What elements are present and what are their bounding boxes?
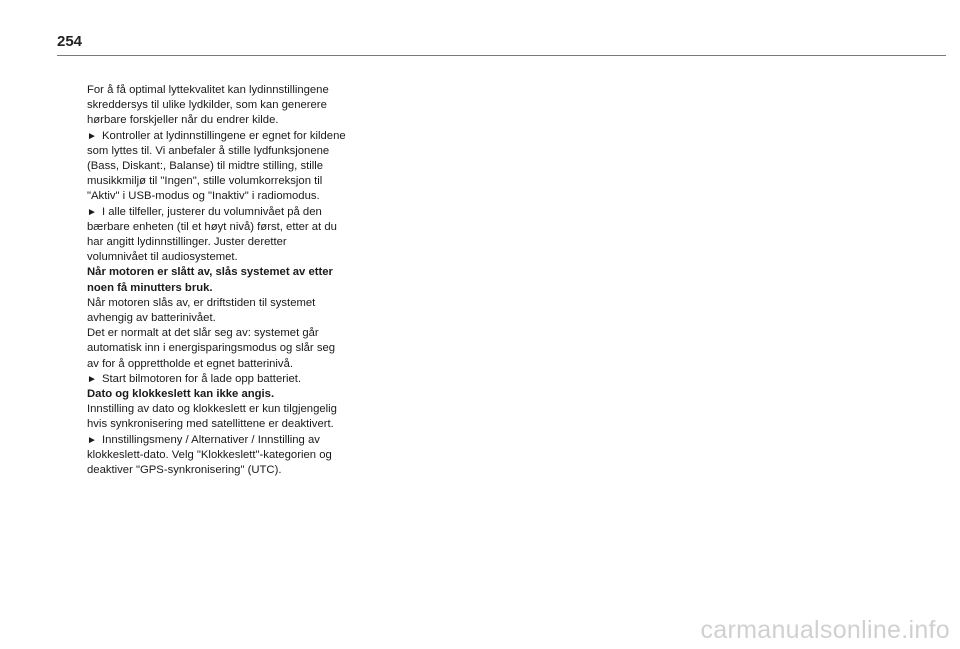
instruction-text: Kontroller at lydinnstillingene er egnet for kildene som lyttes til. Vi anbefaler å stille lydfunksjonene (Bass, Diskant:, Balanse) til midtre stilling, stille musikkmiljø til "Ingen", stille volumkorreksjon til "Aktiv" i USB-modus og "Inaktiv" i radiomodus. <box>87 129 346 203</box>
arrow-right-icon: ► <box>87 434 97 446</box>
energy-saving-paragraph: Det er normalt at det slår seg av: systemet går automatisk inn i energisparingsmodus og slår seg av for å opprettholde et egnet batterinivå. <box>87 327 336 370</box>
instruction-start-engine <box>87 372 349 387</box>
arrow-right-icon: ► <box>87 373 97 385</box>
header-divider <box>57 55 946 56</box>
instruction-settings-menu <box>87 433 349 479</box>
instruction-adjust-volume <box>87 205 349 266</box>
arrow-right-icon: ► <box>87 130 97 142</box>
date-time-paragraph: Innstilling av dato og klokkeslett er kun tilgjengelig hvis synkronisering med satellittene er deaktivert. <box>87 403 337 431</box>
manual-text-column <box>87 83 349 478</box>
instruction-check-settings <box>87 129 349 205</box>
section-heading-date-time: Dato og klokkeslett kan ikke angis. <box>87 388 275 401</box>
instruction-text: Innstillingsmeny / Alternativer / Innstilling av klokkeslett-dato. Velg "Klokkeslett"-kategorien og deaktiver "GPS-synkronisering" (UTC). <box>87 433 332 477</box>
instruction-text: I alle tilfeller, justerer du volumnivået på den bærbare enheten (til et høyt nivå) først, etter at du har angitt lydinnstillinger. Juster deretter volumnivået til audiosystemet. <box>87 205 337 264</box>
engine-off-paragraph: Når motoren slås av, er driftstiden til systemet avhengig av batterinivået. <box>87 296 316 325</box>
arrow-right-icon: ► <box>87 206 97 218</box>
section-heading-engine-off: Når motoren er slått av, slås systemet av etter noen få minutters bruk. <box>87 266 333 294</box>
page-number: 254 <box>57 33 83 50</box>
instruction-text: Start bilmotoren for å lade opp batteriet. <box>102 372 302 385</box>
watermark: carmanualsonline.info <box>700 616 950 644</box>
intro-paragraph: For å få optimal lyttekvalitet kan lydinnstillingene skreddersys til ulike lydkilder, som kan generere hørbare forskjeller når du endrer kilde. <box>87 84 329 127</box>
